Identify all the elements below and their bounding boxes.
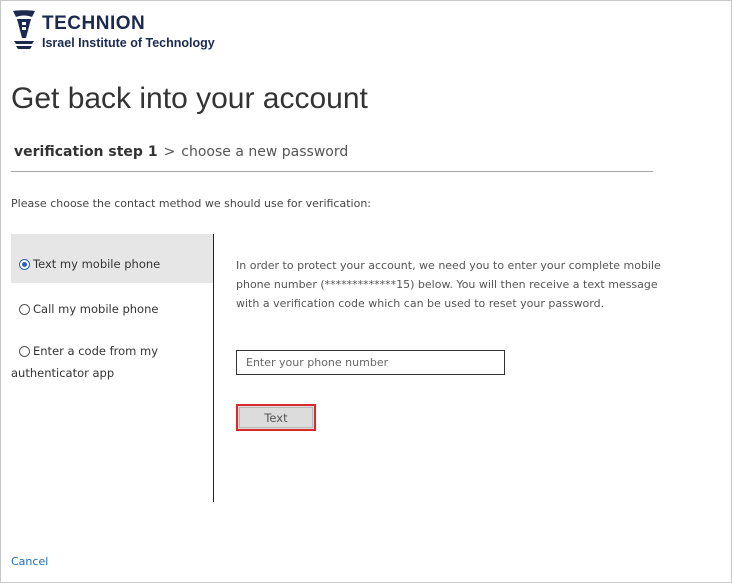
next-step: choose a new password <box>181 144 349 160</box>
method-authenticator-label-line1: Enter a code from my <box>33 344 159 358</box>
step-divider <box>11 171 653 172</box>
text-button[interactable] <box>236 404 316 431</box>
step-breadcrumb <box>14 144 348 160</box>
method-text-mobile[interactable] <box>11 234 213 283</box>
method-authenticator[interactable] <box>11 344 213 361</box>
current-step: verification step 1 <box>14 144 158 160</box>
verification-info-text: In order to protect your account, we need you to enter your complete mobile phone number (*************15) below. You will then receive a text message with a verification code which can be used to reset your password. <box>236 259 661 310</box>
technion-emblem-icon <box>10 8 38 52</box>
method-call-mobile-label: Call my mobile phone <box>33 302 159 316</box>
instruction-text: Please choose the contact method we should use for verification: <box>11 197 371 210</box>
brand-name: TECHNION <box>42 13 146 34</box>
radio-text-mobile[interactable] <box>19 259 30 270</box>
radio-call-mobile[interactable] <box>19 304 30 315</box>
page-title: Get back into your account <box>11 82 368 115</box>
method-call-mobile[interactable] <box>11 302 213 319</box>
method-authenticator-label-line2[interactable]: authenticator app <box>11 366 115 380</box>
brand-subtitle: Israel Institute of Technology <box>42 36 215 50</box>
vertical-divider <box>213 234 214 502</box>
cancel-link[interactable]: Cancel <box>11 555 49 568</box>
radio-authenticator[interactable] <box>19 346 30 357</box>
technion-logo <box>10 8 215 52</box>
text-button-label: Text <box>239 407 313 428</box>
step-separator: > <box>163 144 176 160</box>
method-text-mobile-label: Text my mobile phone <box>33 257 161 271</box>
phone-number-input[interactable] <box>236 350 505 375</box>
